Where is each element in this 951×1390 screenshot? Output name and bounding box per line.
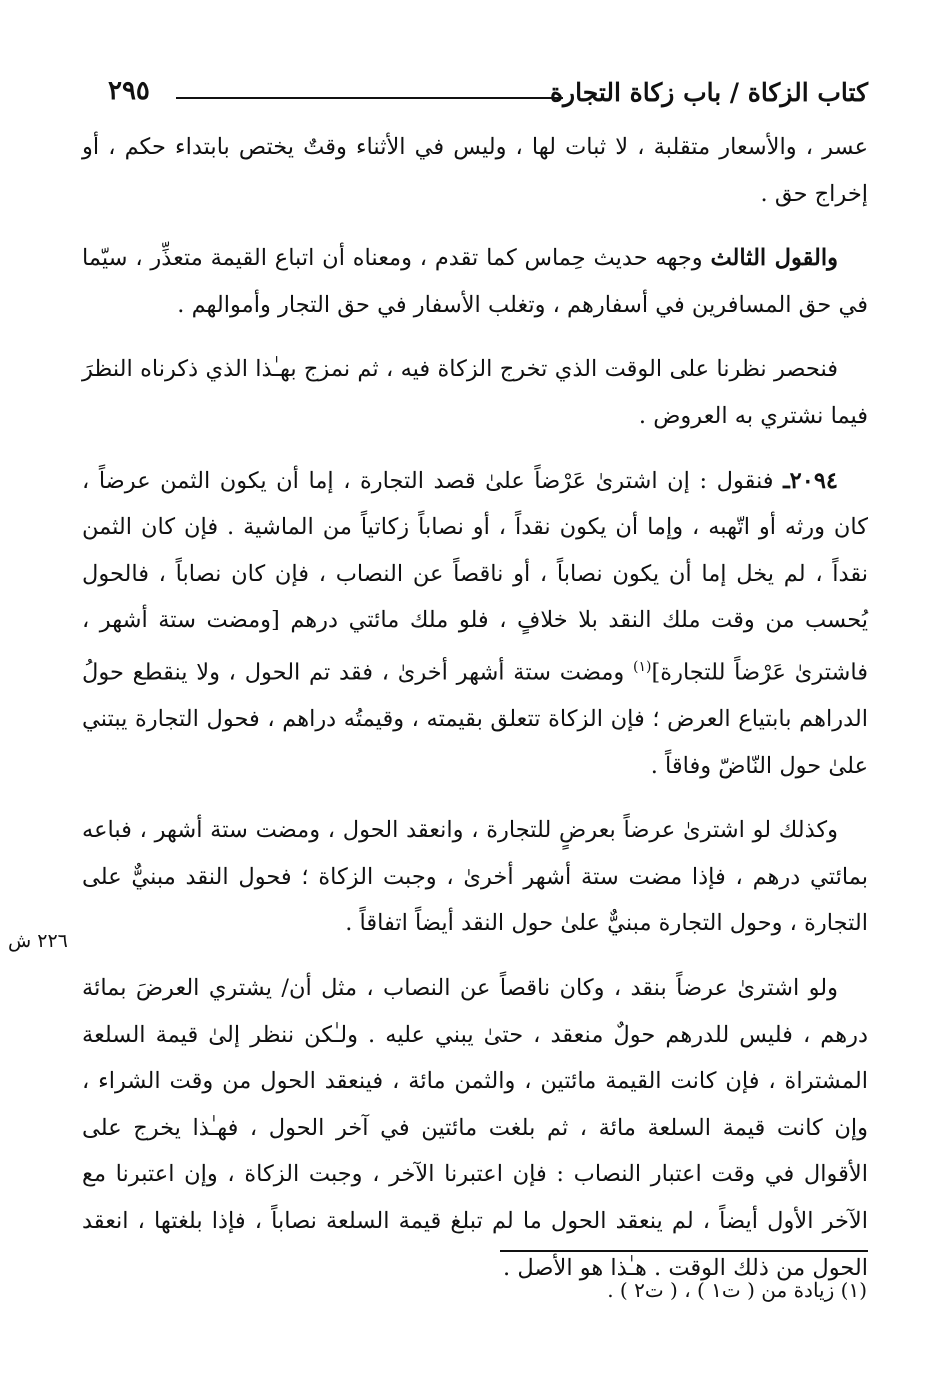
header-rule xyxy=(176,97,563,99)
page-header xyxy=(108,72,868,118)
paragraph-lead: والقول الثالث xyxy=(710,245,838,272)
paragraph-text: فنحصر نظرنا على الوقت الذي تخرج الزكاة فيه ، ثم نمزج بهـٰذا الذي ذكرناه النظرَ فيما نشتري به العروض . xyxy=(82,356,868,429)
paragraph xyxy=(82,124,868,217)
manuscript-folio-note: ٢٢٦ ش xyxy=(8,930,68,952)
paragraph-text-tail: ومضت ستة أشهر أخرىٰ ، فقد تم الحول ، ولا ينقطع حولُ الدراهم بابتياع العرض ؛ فإن الزكاة تتعلق بقيمته ، وقيمتُه دراهم ، فحول التجارة يبتني علىٰ حول النّاضّ وفاقاً . xyxy=(82,659,868,779)
paragraph-text: فنقول : إن اشترىٰ عَرْضاً علىٰ قصد التجارة ، إما أن يكون الثمن عرضاً ، كان ورثه أو اتّهبه ، وإما أن يكون نقداً ، أو نصاباً زكاتياً من الماشية . فإن كان الثمن نقداً ، لم يخل إما أن يكون نصاباً ، أو ناقصاً عن النصاب ، فإن كان نصاباً ، فالحول يُحسب من وقت ملك النقد بلا خلافٍ ، فلو ملك مائتي درهم [ومضت ستة أشهر ، فاشترىٰ عَرْضاً للتجارة] xyxy=(82,467,868,686)
page-number: ٢٩٥ xyxy=(108,76,150,106)
footnote: (١) زيادة من ( ت١ ) ، ( ت٢ ) . xyxy=(607,1278,867,1302)
paragraph xyxy=(82,965,868,1291)
running-title: كتاب الزكاة / باب زكاة التجارة xyxy=(549,78,868,107)
paragraph xyxy=(82,458,868,790)
footnote-rule xyxy=(500,1250,868,1252)
paragraph-text: وجهه حديث حِماس كما تقدم ، ومعناه أن اتباع القيمة متعذِّر ، سيّما في حق المسافرين في أسفارهم ، وتغلب الأسفار في حق التجار وأموالهم . xyxy=(82,245,868,318)
paragraph-text: عسر ، والأسعار متقلبة ، لا ثبات لها ، وليس في الأثناء وقتٌ يختص بابتداء حكم ، أو إخراج حق . xyxy=(82,134,868,207)
paragraph-text: وكذلك لو اشترىٰ عرضاً بعرضٍ للتجارة ، وانعقد الحول ، ومضت ستة أشهر ، فباعه بمائتي درهم ، فإذا مضت ستة أشهر أخرىٰ ، وجبت الزكاة ؛ فحول النقد مبنيٌّ على التجارة ، وحول التجارة مبنيٌّ علىٰ حول النقد أيضاً اتفاقاً . xyxy=(82,817,868,937)
footnote-marker[interactable]: (١) xyxy=(633,658,652,675)
main-text xyxy=(82,124,868,1309)
paragraph xyxy=(82,235,868,328)
paragraph-text: ولو اشترىٰ عرضاً بنقد ، وكان ناقصاً عن النصاب ، مثل أن/ يشتري العرضَ بمائة درهم ، فليس للدرهم حولٌ منعقد ، حتىٰ يبني عليه . ولـٰكن ننظر إلىٰ قيمة السلعة المشتراة ، فإن كانت القيمة مائتين ، والثمن مائة ، فينعقد الحول من وقت الشراء ، وإن كانت قيمة السلعة مائة ، ثم بلغت مائتين في آخر الحول ، فهـٰذا يخرج على الأقوال في وقت اعتبار النصاب : فإن اعتبرنا الآخر ، وجبت الزكاة ، وإن اعتبرنا مع الآخر الأول أيضاً ، لم ينعقد الحول ما لم تبلغ قيمة السلعة نصاباً ، فإذا بلغتها ، انعقد الحول من ذلك الوقت . هـٰذا هو الأصل . xyxy=(82,975,868,1281)
paragraph xyxy=(82,346,868,439)
paragraph xyxy=(82,807,868,947)
section-number: ٢٠٩٤ـ xyxy=(783,467,838,494)
